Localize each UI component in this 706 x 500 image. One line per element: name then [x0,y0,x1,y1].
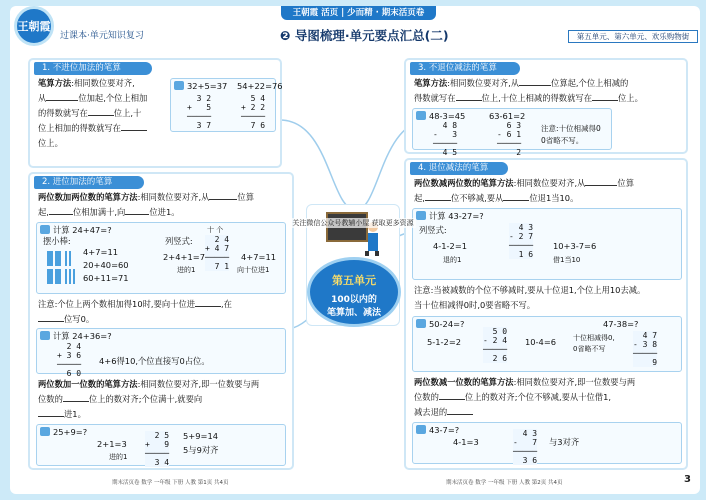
answer-blank[interactable] [425,191,451,201]
borrow-note: 借1当10 [553,256,581,264]
example-box [36,328,286,378]
text: 位加起,个位上相加 [78,93,148,103]
answer-blank[interactable] [439,390,465,400]
method-label: 两位数加两位数的笔算方法 [38,192,138,202]
text: :相同数位要对齐,从 [447,78,520,88]
place-value-header: 十 个 [207,226,224,234]
example-equation: 计算 24+36=? [53,331,112,341]
example-icon [416,425,426,434]
example-equation: 63-61=2 [489,111,526,121]
example-icon [416,111,426,120]
step-equation: 4+7=11 [241,252,277,262]
step-equation: 5+9=14 [183,431,219,441]
answer-blank[interactable] [38,312,64,322]
vertical-calc: 4 7 - 3 8 ───── 9 [633,331,658,367]
text: 位数的 [38,394,63,404]
note-text: 注意:当被减数的个位不够减时,要从十位退1,个位上用10去减。 [414,285,646,295]
example-equation: 48-3=45 [429,111,466,121]
answer-blank[interactable] [49,205,73,215]
section-title: 4. 退位减法的笔算 [410,162,508,175]
text: 位相加满十,向 [72,207,126,217]
section-borrow-subtraction [404,158,688,470]
borrow-note: 退的1 [443,256,462,264]
vertical-calc: 6 3 - 6 1 ───── 2 [497,121,522,157]
text: 位退1当10。 [529,193,579,203]
text: 得数就写在 [414,93,456,103]
step-equation: 4-1=3 [453,437,479,447]
text: :相同数位要对齐,即一位数要与两 [513,377,636,387]
section-title: 1. 不进位加法的笔算 [34,62,152,75]
step-equation: 2+1=3 [97,439,127,449]
section-no-carry-addition [28,58,282,168]
vertical-calc: 4 3 - 7 ───── 3 6 [513,429,538,465]
text: 位上,十 [113,108,142,118]
text: 位数的 [414,392,439,402]
step-equation: 10+3-7=6 [553,241,597,251]
sticks-label: 摆小棒: [43,236,71,246]
example-equation: 47-38=? [603,319,639,329]
text: 起, [38,207,49,217]
vertical-calc: 3 2 + 5 ───── 3 7 [187,94,212,130]
vertical-calc: 2 4 + 3 6 ───── 6 0 [57,342,82,378]
method-label: 两位数减两位数的笔算方法 [414,178,514,188]
text: :相同数位要对齐, [71,78,135,88]
vertical-calc: 4 3 - 2 7 ───── 1 6 [509,223,534,259]
unit-tag: 第五单元、第六单元、欢乐购物街 [568,30,698,43]
text: 位上。 [38,138,63,148]
answer-blank[interactable] [121,121,147,131]
example-icon [40,225,50,234]
unit-name: 第五单元 [332,274,376,287]
step-equation: 4+7=11 [83,247,119,257]
answer-blank[interactable] [456,91,482,101]
vertical-calc: 5 0 - 2 4 ───── 2 6 [483,327,508,363]
section-title: 3. 不退位减法的笔算 [410,62,520,75]
example-equation: 计算 43-27=? [429,211,484,221]
example-box [36,222,286,294]
footer-right: 期末活页卷 数学 一年级 下册 人教 第2页 共4页 [446,480,563,486]
answer-blank[interactable] [38,407,64,417]
answer-blank[interactable] [63,392,89,402]
step-equation: 60+11=71 [83,273,129,283]
example-equation: 32+5=37 [187,81,228,91]
calc-note: 与3对齐 [549,437,580,447]
method-label: 笔算方法 [38,78,72,88]
example-box [36,424,286,466]
vertical-calc: 2 5 + 9 ───── 3 4 [145,431,170,467]
text: 起, [414,193,425,203]
note-text: 注意:个位上两个数相加得10时,要向十位进 [38,299,196,309]
example-equation: 25+9=? [53,427,88,437]
method-label: 两位数加一位数的笔算方法 [38,379,138,389]
step-equation: 2+4+1=7 [163,252,205,262]
example-box [170,78,283,132]
example-icon [416,319,426,328]
method-label: 两位数减一位数的笔算方法 [414,377,514,387]
counting-sticks-image [45,249,77,287]
note-text: 当十位相减得0时,0要省略不写。 [414,300,536,310]
answer-blank[interactable] [585,176,617,186]
example-box [412,316,682,372]
example-equation: 43-7=? [429,425,460,435]
vertical-calc: 2 4 + 4 7 ───── 7 1 [205,235,230,271]
text: 进1。 [64,409,86,419]
calc-note: 注意:十位相减得0 [541,124,601,133]
calc-note: 0省略不写 [573,345,606,353]
example-icon [40,331,50,340]
vertical-label: 列竖式: [419,225,447,235]
text: 位上,十位上相减的得数就写在 [481,93,592,103]
header-ribbon: 王朝霞 活页 | 少而精 · 期末活页卷 [281,6,436,20]
step-equation: 5-1-2=2 [427,337,462,347]
example-equation: 50-24=? [429,319,465,329]
answer-blank[interactable] [125,205,149,215]
example-icon [416,211,426,220]
carry-note: 进的1 [177,266,196,274]
answer-blank[interactable] [592,91,618,101]
example-box [412,108,612,157]
section-carry-addition [28,172,294,470]
text: 位算 [617,178,634,188]
calc-note: 0省略不写。 [541,136,584,145]
text: :相同数位要对齐,从 [137,192,210,202]
example-equation: 计算 24+47=? [53,225,112,235]
page-header [10,6,700,42]
answer-blank[interactable] [88,106,114,116]
watermark-text: 关注微信公众号教辅小屋 获取更多资源 [290,218,416,228]
example-box [412,208,682,280]
example-equation: 54+22=76 [237,81,283,91]
text: 位上的数对齐;个位满十,就要向 [88,394,203,404]
footer-left: 期末活页卷 数学 一年级 下册 人教 第1页 共4页 [112,480,229,486]
example-box [412,422,682,464]
answer-blank[interactable] [447,405,473,415]
method-label: 笔算方法 [414,78,448,88]
answer-blank[interactable] [209,190,237,200]
answer-blank[interactable] [519,76,551,86]
text: 位进1。 [149,207,180,217]
calc-note: 5与9对齐 [183,445,219,455]
vertical-calc: 4 8 - 3 ───── 4 5 [433,121,458,157]
text: :相同数位要对齐,从 [513,178,586,188]
calc-note: 4+6得10,个位直接写0占位。 [99,356,210,366]
text: 位上的数对齐;个位不够减,要从十位借1, [464,392,612,402]
answer-blank[interactable] [46,91,78,101]
vertical-calc: 5 4 + 2 2 ───── 7 6 [241,94,266,130]
example-icon [174,81,184,90]
text: 减去退的 [414,407,448,417]
step-equation: 10-4=6 [525,337,557,347]
brand-logo: 王朝霞 [14,6,54,46]
text: :相同数位要对齐,即一位数要与两 [137,379,260,389]
unit-topic: 100以内的 [331,295,377,305]
unit-topic: 笔算加、减法 [326,308,381,318]
carry-note: 向十位进1 [237,266,270,274]
section-title: 2. 进位加法的笔算 [34,176,144,189]
text: 位算 [237,192,254,202]
text: 位上相加的得数就写在 [38,123,121,133]
text: 从 [38,93,47,103]
text: 位算起,个位上相减的 [551,78,629,88]
text: ,在 [221,299,232,309]
vertical-label: 列竖式: [165,236,193,246]
text: 位不够减,要从 [450,193,504,203]
calc-note: 十位相减得0, [573,334,615,342]
carry-note: 进的1 [109,453,128,461]
section-no-borrow-subtraction [404,58,688,157]
text: 的得数就写在 [38,108,88,118]
text: 位写0。 [64,314,95,324]
text: 位上。 [618,93,643,103]
answer-blank[interactable] [195,297,221,307]
page-number: 3 [684,474,691,485]
unit-badge [307,257,401,327]
answer-blank[interactable] [503,191,529,201]
page-title: ❷ 导图梳理·单元要点汇总(二) [280,28,449,43]
header-subtitle: 过课本·单元知识复习 [60,31,144,41]
step-equation: 20+40=60 [83,260,129,270]
example-icon [40,427,50,436]
step-equation: 4-1-2=1 [433,241,468,251]
